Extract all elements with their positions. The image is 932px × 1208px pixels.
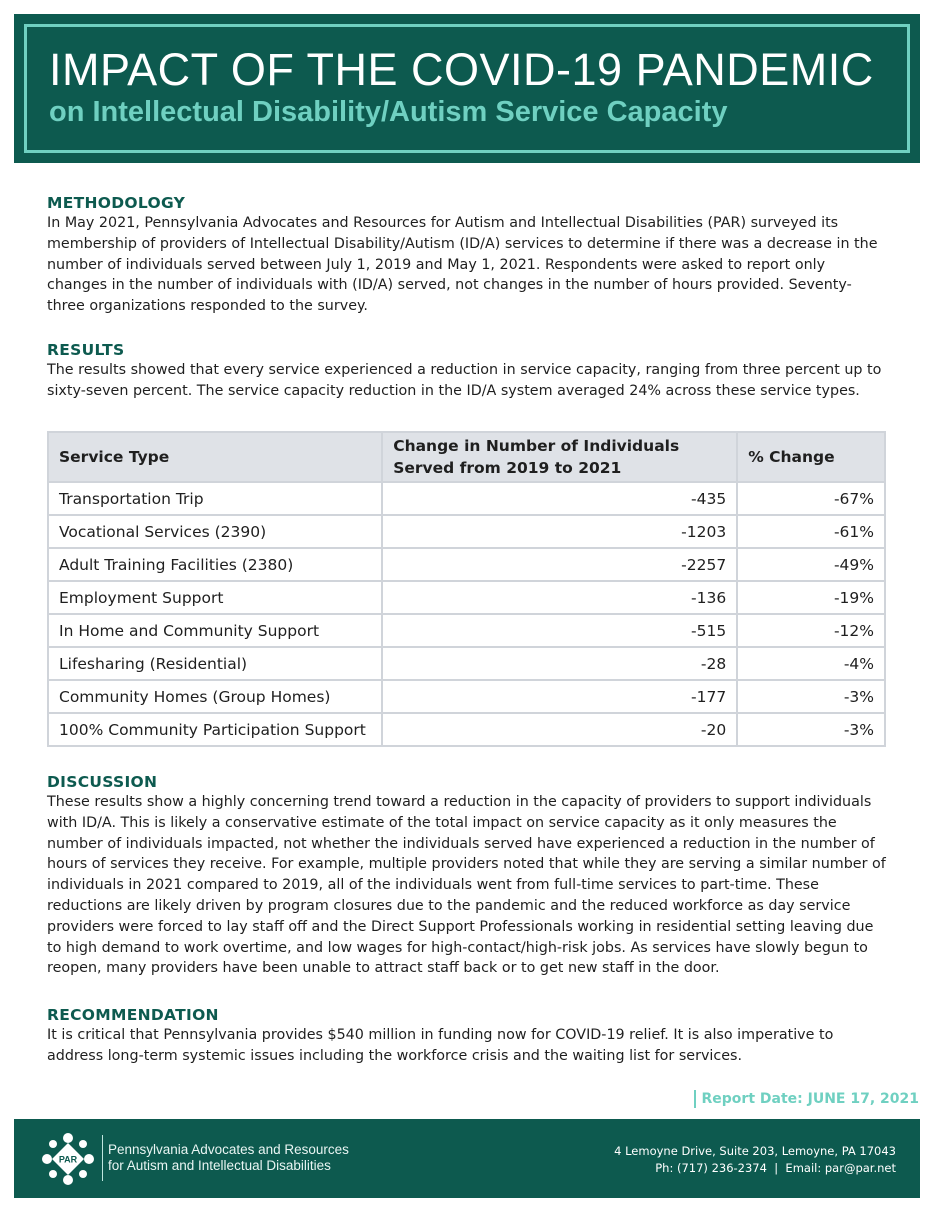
pct-cell: -61% (737, 515, 885, 548)
table-row (48, 614, 885, 647)
logo-divider (102, 1135, 103, 1181)
header-service-type: Service Type (48, 432, 382, 482)
recommendation-section (47, 1005, 887, 1067)
banner-frame (24, 24, 910, 153)
recommendation-text: It is critical that Pennsylvania provides $540 million in funding now for COVID-19 relief. It is also imperative to address long-term systemic issues including the workforce crisis and the waiting list for services. (47, 1027, 834, 1064)
service-capacity-table (47, 431, 886, 747)
results-section (47, 340, 887, 402)
pct-cell: -4% (737, 647, 885, 680)
table-row (48, 482, 885, 515)
methodology-section (47, 193, 887, 317)
service-cell: Community Homes (Group Homes) (48, 680, 382, 713)
table-row (48, 713, 885, 746)
pct-cell: -49% (737, 548, 885, 581)
service-cell: Lifesharing (Residential) (48, 647, 382, 680)
change-cell: -1203 (382, 515, 737, 548)
results-heading: RESULTS (47, 341, 125, 359)
methodology-heading: METHODOLOGY (47, 194, 186, 212)
page-subtitle: on Intellectual Disability/Autism Service Capacity (49, 96, 728, 128)
org-name (108, 1142, 349, 1174)
discussion-section (47, 772, 887, 979)
change-cell: -28 (382, 647, 737, 680)
service-cell: Vocational Services (2390) (48, 515, 382, 548)
change-cell: -2257 (382, 548, 737, 581)
pct-cell: -19% (737, 581, 885, 614)
results-text: The results showed that every service experienced a reduction in service capacity, ranging from three percent up to sixty-seven percent. The service capacity reduction in the ID/A system averaged 24% across these service types. (47, 362, 882, 399)
change-cell: -20 (382, 713, 737, 746)
pct-cell: -67% (737, 482, 885, 515)
service-cell: Employment Support (48, 581, 382, 614)
change-cell: -177 (382, 680, 737, 713)
contact-info (614, 1143, 896, 1177)
footer-bar (14, 1119, 920, 1198)
change-cell: -435 (382, 482, 737, 515)
discussion-text: These results show a highly concerning trend toward a reduction in the capacity of providers to support individuals with ID/A. This is likely a conservative estimate of the total impact on service capacity as it only measures the number of individuals impacted, not whether the individuals served have experienced a reduction in the number of hours of services they receive. For example, multiple providers noted that while they are serving a similar number of individuals in 2021 compared to 2019, all of the individuals went from full-time services to part-time. These reductions are likely driven by program closures due to the pandemic and the reduced workforce as day service providers were forced to lay staff off and the Direct Support Professionals working in residential setting leaving due to high demand to work overtime, and low wages for high-contact/high-risk jobs. As services have slowly begun to reopen, many providers have been unable to attract staff back or to get new staff in the door. (47, 794, 886, 977)
table-header-row (48, 432, 885, 482)
logo-text: PAR (58, 1154, 78, 1165)
table-row (48, 647, 885, 680)
address: 4 Lemoyne Drive, Suite 203, Lemoyne, PA 17043 (614, 1144, 896, 1158)
org-name-line2: for Autism and Intellectual Disabilities (108, 1158, 331, 1173)
table-row (48, 680, 885, 713)
methodology-text: In May 2021, Pennsylvania Advocates and Resources for Autism and Intellectual Disabilities (PAR) surveyed its membership of providers of Intellectual Disability/Autism (ID/A) services to determine if there was a decrease in the number of individuals served between July 1, 2019 and May 1, 2021. Respondents were asked to report only changes in the number of individuals with (ID/A) served, not changes in the number of hours provided. Seventy-three organizations responded to the survey. (47, 215, 878, 315)
title-banner (14, 14, 920, 163)
table-row (48, 581, 885, 614)
service-cell: 100% Community Participation Support (48, 713, 382, 746)
org-name-line1: Pennsylvania Advocates and Resources (108, 1142, 349, 1157)
service-cell: Transportation Trip (48, 482, 382, 515)
service-cell: In Home and Community Support (48, 614, 382, 647)
pct-cell: -12% (737, 614, 885, 647)
recommendation-heading: RECOMMENDATION (47, 1006, 219, 1024)
service-cell: Adult Training Facilities (2380) (48, 548, 382, 581)
report-date: Report Date: JUNE 17, 2021 (694, 1090, 920, 1108)
par-logo-icon (38, 1129, 98, 1189)
change-cell: -136 (382, 581, 737, 614)
page-title: IMPACT OF THE COVID-19 PANDEMIC (49, 44, 874, 95)
header-pct-change: % Change (737, 432, 885, 482)
pct-cell: -3% (737, 713, 885, 746)
table-row (48, 548, 885, 581)
header-change: Change in Number of Individuals Served from 2019 to 2021 (382, 432, 737, 482)
table-row (48, 515, 885, 548)
pct-cell: -3% (737, 680, 885, 713)
change-cell: -515 (382, 614, 737, 647)
phone-email: Ph: (717) 236-2374 | Email: par@par.net (655, 1161, 896, 1175)
discussion-heading: DISCUSSION (47, 773, 158, 791)
